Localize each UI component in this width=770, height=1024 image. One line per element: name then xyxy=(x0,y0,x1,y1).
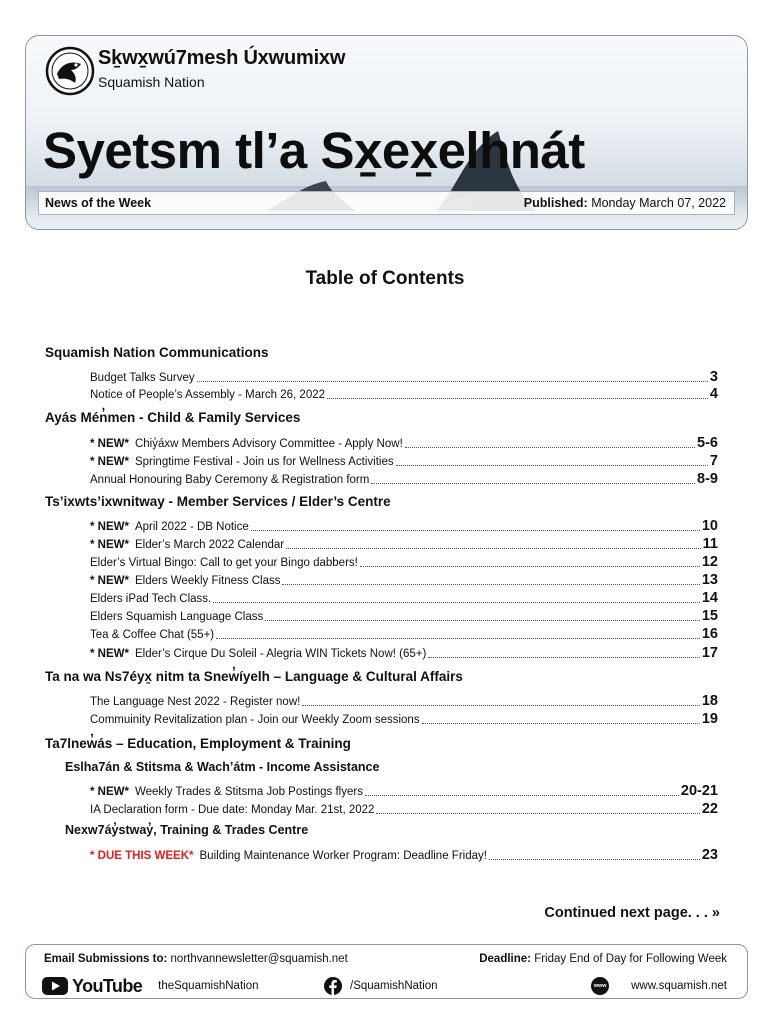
entry-label: Elder’s Cirque Du Soleil - Alegria WIN Tickets Now! (65+) xyxy=(134,648,427,660)
entry-label: The Language Nest 2022 - Register now! xyxy=(90,696,301,708)
dot-leader xyxy=(360,556,700,567)
dot-leader xyxy=(396,455,708,466)
section-heading: Ta7lnew̓ás – Education, Employment & Training xyxy=(45,736,351,751)
entry-label: Annual Honouring Baby Ceremony & Registration form xyxy=(90,474,370,486)
entry-label: IA Declaration form - Due date: Monday Mar. 21st, 2022 xyxy=(90,804,375,816)
entry-label: Elders Squamish Language Class xyxy=(90,611,264,623)
nation-name: Sḵwx̱wú7mesh Úxwumixw xyxy=(98,47,346,69)
toc-entry[interactable] xyxy=(90,453,718,470)
new-tag: * NEW* xyxy=(90,786,129,798)
toc-entry[interactable] xyxy=(90,711,718,728)
masthead-info-bar xyxy=(38,191,735,215)
toc-entry[interactable] xyxy=(90,435,718,452)
toc-entry[interactable] xyxy=(90,536,718,553)
entry-page: 7 xyxy=(709,453,718,469)
due-this-week-tag: * DUE THIS WEEK* xyxy=(90,850,194,862)
nation-subtitle: Squamish Nation xyxy=(98,74,205,90)
squamish-nation-logo xyxy=(45,46,95,96)
new-tag: * NEW* xyxy=(90,648,129,660)
entry-label: Elder’s March 2022 Calendar xyxy=(134,539,285,551)
toc-entry[interactable] xyxy=(90,783,718,800)
entry-page: 5-6 xyxy=(697,435,718,451)
toc-title: Table of Contents xyxy=(305,268,465,289)
email-submission xyxy=(44,953,348,965)
entry-page: 10 xyxy=(701,518,718,534)
email-label: Email Submissions to: xyxy=(44,953,168,965)
dot-leader xyxy=(216,628,700,639)
entry-page: 14 xyxy=(701,590,718,606)
dot-leader xyxy=(376,803,699,814)
globe-icon: www xyxy=(591,977,609,995)
section-heading: Ta na wa Ns7éyx̱ nitm ta Snew̓íyelh – Language & Cultural Affairs xyxy=(45,669,463,684)
dot-leader xyxy=(197,371,708,382)
facebook-handle: /SquamishNation xyxy=(350,980,438,992)
dot-leader xyxy=(371,473,695,484)
toc-entry[interactable] xyxy=(90,369,718,386)
toc-entry[interactable] xyxy=(90,590,718,607)
entry-label: Elder’s Virtual Bingo: Call to get your Bingo dabbers! xyxy=(90,557,358,569)
entry-label: Weekly Trades & Stitsma Job Postings flyers xyxy=(134,786,363,798)
new-tag: * NEW* xyxy=(90,575,129,587)
entry-label: Budget Talks Survey xyxy=(90,372,195,384)
dot-leader xyxy=(213,592,700,603)
facebook-link[interactable] xyxy=(324,975,438,997)
youtube-handle: theSquamishNation xyxy=(158,980,259,992)
website-url: www.squamish.net xyxy=(631,980,727,992)
email-link[interactable]: northvannewsletter@squamish.net xyxy=(170,953,348,965)
news-label: News of the Week xyxy=(45,196,152,210)
entry-page: 16 xyxy=(701,626,718,642)
deadline-label: Deadline: xyxy=(479,953,531,965)
toc-entry[interactable] xyxy=(90,847,718,864)
toc-entry[interactable] xyxy=(90,801,718,818)
youtube-icon xyxy=(42,977,68,995)
dot-leader xyxy=(327,388,708,399)
entry-page: 8-9 xyxy=(697,471,718,487)
dot-leader xyxy=(489,849,700,860)
youtube-wordmark: YouTube xyxy=(72,975,143,996)
dot-leader xyxy=(251,520,700,531)
dot-leader xyxy=(405,437,695,448)
toc-entry[interactable] xyxy=(90,645,718,662)
toc-entry[interactable] xyxy=(90,386,718,403)
entry-page: 23 xyxy=(701,847,718,863)
dot-leader xyxy=(282,574,699,585)
dot-leader xyxy=(428,647,700,658)
entry-page: 18 xyxy=(701,693,718,709)
entry-page: 3 xyxy=(709,369,718,385)
toc-entry[interactable] xyxy=(90,626,718,643)
entry-label: Building Maintenance Worker Program: Deadline Friday! xyxy=(199,850,487,862)
dot-leader xyxy=(422,713,700,724)
entry-page: 4 xyxy=(709,386,718,402)
new-tag: * NEW* xyxy=(90,539,129,551)
toc-entry[interactable] xyxy=(90,693,718,710)
deadline-text: Friday End of Day for Following Week xyxy=(534,953,727,965)
entry-label: Commuinity Revitalization plan - Join our Weekly Zoom sessions xyxy=(90,714,420,726)
facebook-icon xyxy=(324,977,342,995)
entry-label: Tea & Coffee Chat (55+) xyxy=(90,629,215,641)
entry-label: Springtime Festival - Join us for Wellness Activities xyxy=(134,456,394,468)
new-tag: * NEW* xyxy=(90,521,129,533)
entry-page: 20-21 xyxy=(680,783,718,799)
entry-label: April 2022 - DB Notice xyxy=(134,521,249,533)
dot-leader xyxy=(302,695,700,706)
section-heading: Squamish Nation Communications xyxy=(45,345,269,360)
newsletter-title: Syetsm tl’a Sx̱ex̱elhnát xyxy=(43,122,585,179)
entry-page: 13 xyxy=(701,572,718,588)
entry-page: 19 xyxy=(701,711,718,727)
continued-next-page: Continued next page. . . » xyxy=(544,905,720,921)
toc-entry[interactable] xyxy=(90,554,718,571)
new-tag: * NEW* xyxy=(90,438,129,450)
dot-leader xyxy=(365,785,679,796)
toc-entry[interactable] xyxy=(90,608,718,625)
dot-leader xyxy=(286,538,701,549)
youtube-link[interactable] xyxy=(42,975,259,997)
entry-page: 15 xyxy=(701,608,718,624)
entry-label: Chiy̓áxw Members Advisory Committee - Apply Now! xyxy=(134,438,403,450)
entry-page: 12 xyxy=(701,554,718,570)
section-heading: Ts’ixwts’ixwnitway - Member Services / Elder’s Centre xyxy=(45,494,391,509)
section-heading: Ayás Mén̓men - Child & Family Services xyxy=(45,410,301,425)
subsection-heading: Nexw7áy̓stway̓, Training & Trades Centre xyxy=(65,823,309,837)
website-link[interactable] xyxy=(591,975,727,997)
entry-page: 11 xyxy=(702,536,718,552)
new-tag: * NEW* xyxy=(90,456,129,468)
entry-page: 22 xyxy=(701,801,718,817)
entry-label: Elders iPad Tech Class. xyxy=(90,593,212,605)
subsection-heading: Eslha7án & Stitsma & Wach’átm - Income Assistance xyxy=(65,760,380,774)
masthead-banner xyxy=(25,35,748,230)
toc-entry[interactable] xyxy=(90,518,718,535)
entry-label: Notice of People’s Assembly - March 26, 2022 xyxy=(90,389,326,401)
deadline-info xyxy=(479,953,727,965)
published-info xyxy=(524,192,726,214)
entry-page: 17 xyxy=(701,645,718,661)
toc-entry[interactable] xyxy=(90,471,718,488)
footer xyxy=(25,944,748,999)
toc-entry[interactable] xyxy=(90,572,718,589)
published-label: Published: xyxy=(523,196,588,210)
dot-leader xyxy=(265,610,700,621)
published-date: Monday March 07, 2022 xyxy=(591,196,726,210)
entry-label: Elders Weekly Fitness Class xyxy=(134,575,281,587)
